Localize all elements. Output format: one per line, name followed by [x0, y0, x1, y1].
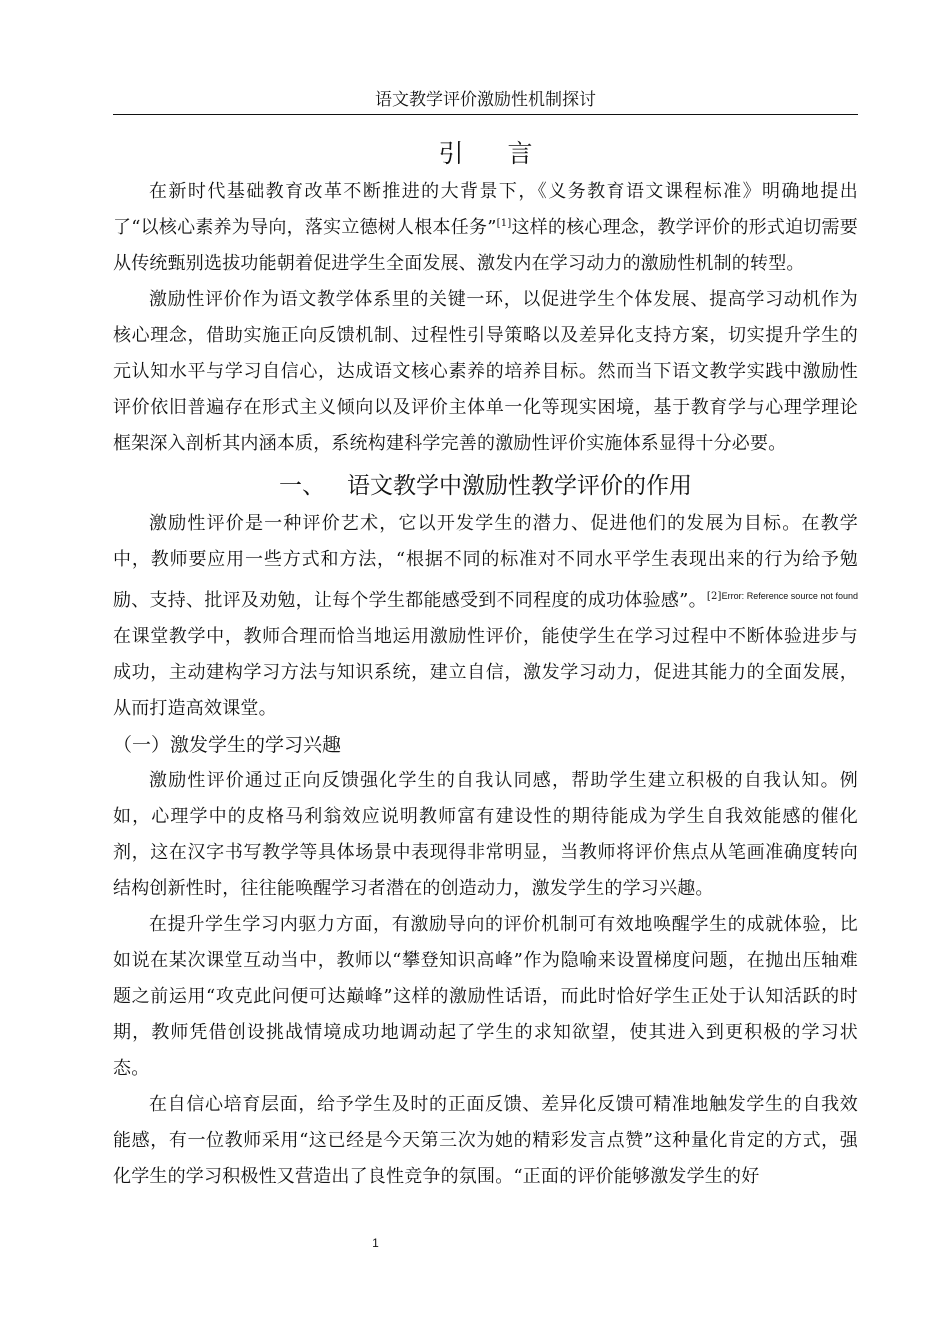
intro-title: 引 言 [438, 139, 551, 168]
section-1-title: 语文教学中激励性教学评价的作用 [347, 473, 692, 499]
subsection-1-paragraph-3: 在自信心培育层面，给予学生及时的正面反馈、差异化反馈可精准地触发学生的自我效能感，有一位教师采用“这已经是今天第三次为她的精彩发言点赞”这种量化肯定的方式，强化学生的学习积极性又营造出了良性竞争的氛围。“正面的评价能够激发学生的好 [113, 1094, 858, 1187]
intro-paragraph-2: 激励性评价作为语文教学体系里的关键一环，以促进学生个体发展、提高学习动机作为核心理念，借助实施正向反馈机制、过程性引导策略以及差异化支持方案，切实提升学生的元认知水平与学习自信心，达成语文核心素养的培养目标。然而当下语文教学实践中激励性评价依旧普遍存在形式主义倾向以及评价主体单一化等现实困境，基于教育学与心理学理论框架深入剖析其内涵本质，系统构建科学完善的激励性评价实施体系显得十分必要。 [113, 289, 858, 454]
page-content [113, 134, 858, 1195]
intro-paragraph-1 [113, 174, 858, 282]
section-1-heading [113, 466, 858, 506]
section-1-p1-text-b: 在课堂教学中，教师合理而恰当地运用激励性评价，能使学生在学习过程中不断体验进步与成功，主动建构学习方法与知识系统，建立自信，激发学习动力，促进其能力的全面发展，从而打造高效课堂。 [113, 626, 858, 719]
subsection-1-paragraph-2: 在提升学生学习内驱力方面，有激励导向的评价机制可有效地唤醒学生的成就体验，比如说在某次课堂互动当中，教师以“攀登知识高峰”作为隐喻来设置梯度问题，在抛出压轴难题之前运用“攻克此问便可达巅峰”这样的激励性话语，而此时恰好学生正处于认知活跃的时期，教师凭借创设挑战情境成功地调动起了学生的求知欲望，使其进入到更积极的学习状态。 [113, 914, 858, 1079]
intro-p1-text-b: 这样的核心理念，教学评价的形式迫切需要从传统甄别选拔功能朝着促进学生全面发展、激发内在学习动力的激励性机制的转型。 [113, 217, 858, 274]
page-number: 1 [372, 1236, 379, 1250]
citation-2: [2] [706, 591, 722, 602]
intro-p1-text-a: 在新时代基础教育改革不断推进的大背景下，《义务教育语文课程标准》明确地提出了“以核心素养为导向，落实立德树人根本任务” [113, 181, 858, 238]
header-rule [113, 114, 858, 115]
citation-1: [1] [496, 218, 512, 229]
running-header: 语文教学评价激励性机制探讨 [375, 90, 596, 110]
section-1-paragraph-1 [113, 506, 858, 727]
reference-error-text: Error: Reference source not found [721, 591, 858, 601]
section-1-number: 一、 [279, 473, 325, 499]
subsection-1-paragraph-1: 激励性评价通过正向反馈强化学生的自我认同感，帮助学生建立积极的自我认知。例如，心理学中的皮格马利翁效应说明教师富有建设性的期待能成为学生自我效能感的催化剂，这在汉字书写教学等具体场景中表现得非常明显，当教师将评价焦点从笔画准确度转向结构创新性时，往往能唤醒学习者潜在的创造动力，激发学生的学习兴趣。 [113, 770, 858, 899]
section-1-p1-text-a: 激励性评价是一种评价艺术，它以开发学生的潜力、促进他们的发展为目标。在教学中，教师要应用一些方式和方法，“根据不同的标准对不同水平学生表现出来的行为给予勉励、支持、批评及劝勉，让每个学生都能感受到不同程度的成功体验感”。 [113, 513, 858, 611]
subsection-1-heading: （一）激发学生的学习兴趣 [113, 734, 342, 756]
